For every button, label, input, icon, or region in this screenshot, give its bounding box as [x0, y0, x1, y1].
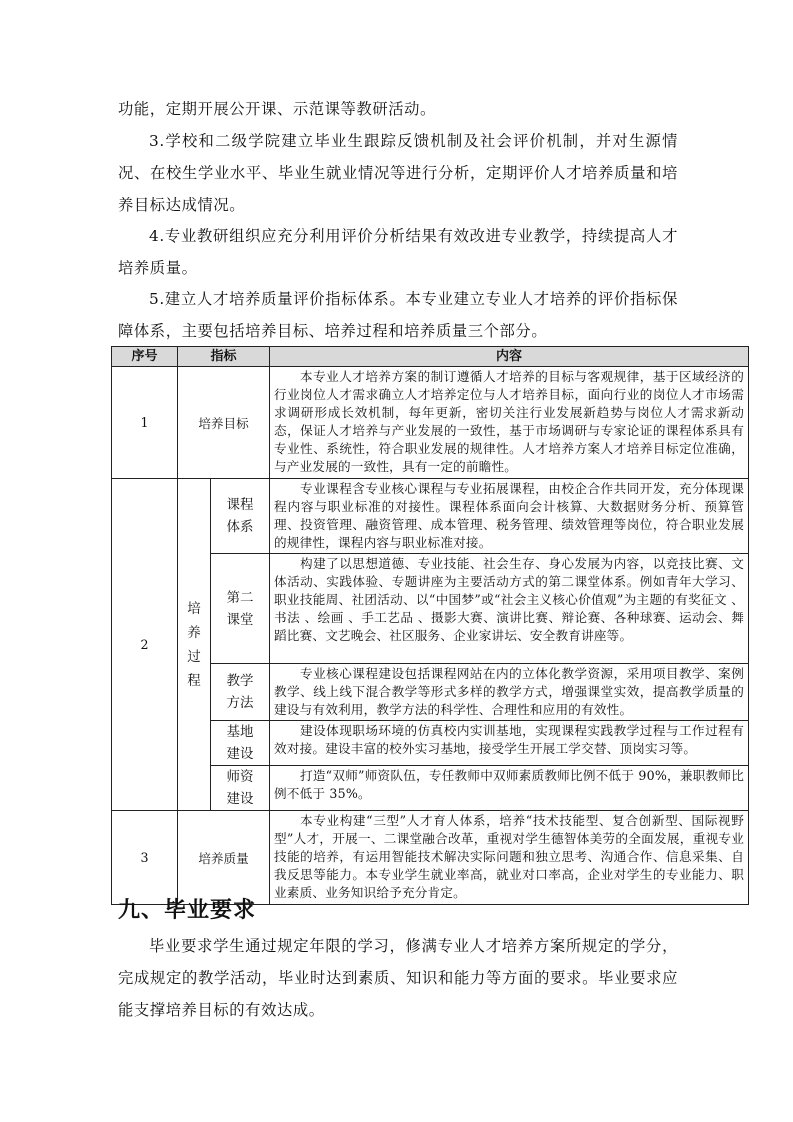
row2-indicator-cell: [178, 479, 211, 811]
row3-indicator: 培养质量: [178, 811, 270, 905]
header-indicator: 指标: [178, 347, 270, 367]
section-heading: 九、毕业要求: [118, 898, 257, 923]
sub-indicator: 师资建设: [226, 769, 254, 807]
sub-indicator-cell: [211, 664, 270, 721]
evaluation-table: [111, 346, 749, 905]
paragraph-continuation: 功能，定期开展公开课、示范课等教研活动。: [118, 100, 436, 118]
sub-content: 专业核心课程建设包括课程网站在内的立体化教学资源，采用项目教学、案例教学、线上线下混合教学等形式多样的教学方式，增强课堂实效，提高教学质量的建设与有效利用，教学方法的科学性、合理性和应用的有效性。: [270, 664, 749, 721]
sub-indicator-cell: [211, 721, 270, 766]
header-content: 内容: [270, 347, 749, 367]
paragraph-item-3: 3.学校和二级学院建立毕业生跟踪反馈机制及社会评价机制，并对生源情况、在校生学业水平、毕业生就业情况等进行分析，定期评价人才培养质量和培养目标达成情况。: [118, 132, 678, 214]
paragraph-item-4: 4.专业教研组织应充分利用评价分析结果有效改进专业教学，持续提高人才培养质量。: [118, 227, 678, 277]
row1-indicator: 培养目标: [178, 367, 270, 479]
sub-content: 专业课程含专业核心课程与专业拓展课程，由校企合作共同开发，充分体现课程内容与职业标准的对接性。课程体系面向会计核算、大数据财务分析、预算管理、投资管理、融资管理、成本管理、税务管理、绩效管理等岗位，符合职业发展的规律性，课程内容与职业标准对接。: [270, 479, 749, 554]
row3-content: 本专业构建“三型”人才育人体系，培养“技术技能型、复合创新型、国际视野型”人才，开展一、二课堂融合改革，重视对学生德智体美劳的全面发展，重视专业技能的培养，有运用智能技术解决实际问题和独立思考、沟通合作、信息采集、自我反思等能力。本专业学生就业率高，就业对口率高，企业对学生的专业能力、职业素质、业务知识给予充分肯定。: [270, 811, 749, 905]
header-no: 序号: [112, 347, 178, 367]
sub-indicator: 课程体系: [226, 497, 254, 535]
section-body: 毕业要求学生通过规定年限的学习，修满专业人才培养方案所规定的学分，完成规定的教学活动，毕业时达到素质、知识和能力等方面的要求。毕业要求应能支撑培养目标的有效达成。: [118, 937, 678, 1019]
table-row: [112, 479, 749, 554]
sub-indicator: 基地建设: [226, 724, 254, 762]
row1-no: 1: [112, 367, 178, 479]
paragraph-item-5: 5.建立人才培养质量评价指标体系。本专业建立专业人才培养的评价指标保障体系，主要包括培养目标、培养过程和培养质量三个部分。: [118, 290, 678, 340]
sub-indicator-cell: [211, 554, 270, 664]
sub-content: 构建了以思想道德、专业技能、社会生存、身心发展为内容，以竞技比赛、文体活动、实践体验、专题讲座为主要活动方式的第二课堂体系。例如青年大学习、职业技能周、社团活动、以“中国梦”或“社会主义核心价值观”为主题的有奖征文 、书法 、绘画 、手工艺品 、摄影大赛、演讲比赛、辩论赛、各种球赛、运动会、舞蹈比赛、文艺晚会、社区服务、企业家讲坛、安全教育讲座等。: [270, 554, 749, 664]
sub-indicator: 第二课堂: [226, 589, 254, 628]
table-row: [112, 367, 749, 479]
row2-indicator: 培养过程: [187, 600, 201, 689]
table-header-row: [112, 347, 749, 367]
row2-no: 2: [112, 479, 178, 811]
sub-indicator-cell: [211, 479, 270, 554]
sub-content: 建设体现职场环境的仿真校内实训基地，实现课程实践教学过程与工作过程有效对接。建设丰富的校外实习基地，接受学生开展工学交替、顶岗实习等。: [270, 721, 749, 766]
sub-indicator-cell: [211, 766, 270, 811]
sub-indicator: 教学方法: [226, 673, 254, 711]
row1-content: 本专业人才培养方案的制订遵循人才培养的目标与客观规律，基于区域经济的行业岗位人才需求确立人才培养定位与人才培养目标，面向行业的岗位人才市场需求调研形成长效机制，每年更新，密切关注行业发展新趋势与岗位人才需求新动态，保证人才培养与产业发展的一致性，基于市场调研与专家论证的课程体系具有专业性、系统性，符合职业发展的规律性。人才培养方案人才培养目标定位准确，与产业发展的一致性，具有一定的前瞻性。: [270, 367, 749, 479]
sub-content: 打造“双师”师资队伍，专任教师中双师素质教师比例不低于 90%，兼职教师比例不低于 35%。: [270, 766, 749, 811]
row3-no: 3: [112, 811, 178, 905]
table-row: [112, 811, 749, 905]
